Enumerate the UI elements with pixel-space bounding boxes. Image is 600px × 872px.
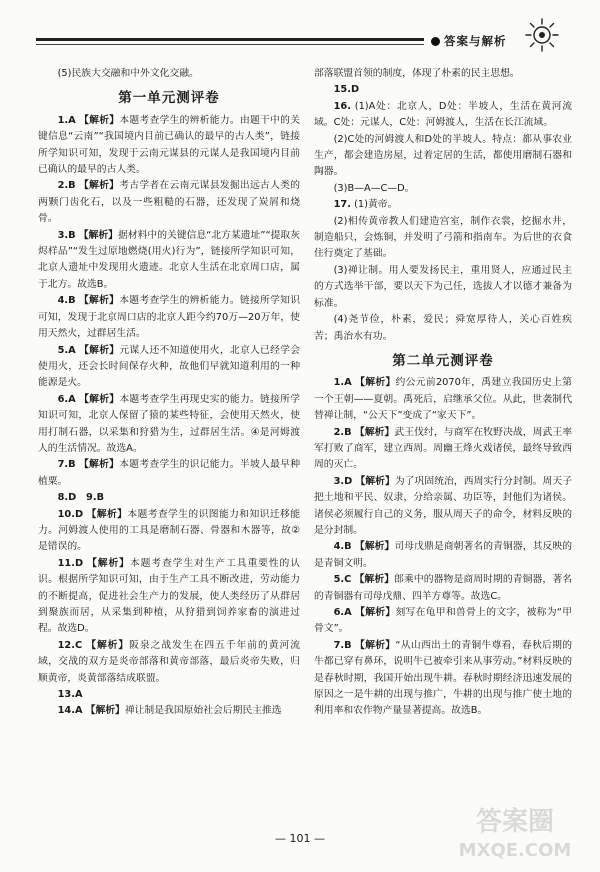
answer-item [314,638,572,720]
answer-item [314,312,572,345]
answer-item [314,197,572,213]
answer-text: 本题考查学生的辨析能力。链接所学知识可知，发现于北京周口店的北京人距今约70万—20万年，使用天然火，过群居生活。 [38,295,300,340]
answer-number: 3.D [333,475,353,487]
section-heading-unit-1: 第一单元测评卷 [118,90,220,107]
answer-number: 10.D [57,508,84,520]
answer-text: (3)B—A—C—D。 [333,182,415,194]
answer-number: 5.A [57,344,76,356]
answer-item [38,113,300,179]
answer-text: 本题考查学生对生产工具重要性的认识。根据所学知识可知，由于生产工具不断改进，劳动能力的不断提高，促进社会生产力的发展，使人类经历了从群居到聚族而居，从采集到种植，从狩猎到饲养家畜的演进过程。故选D。 [38,557,301,635]
answer-text: 郎乘中的器物是商周时期的青铜器，著名的青铜器有司母戊鼎、四羊方尊等。故选C。 [314,574,573,602]
answer-text: 据材料中的关键信息“北方某遗址”“提取灰烬样品”“发生过原地燃烧(用火)行为”，链接所学知识可知，北京人遗址中发现用火遗迹。北京人生活在北京周口店，属于北方。故选B。 [38,229,301,290]
answer-text: 为了巩固统治，西周实行分封制。周天子把土地和平民、奴隶，分给亲属、功臣等，封他们为诸侯。诸侯必须履行自己的义务，服从周天子的命令，材料反映的是分封制。 [314,475,573,536]
answer-item [314,132,572,181]
answer-item [314,263,572,312]
analysis-tag: 【解析】 [354,541,395,553]
analysis-tag: 【解析】 [354,574,395,586]
analysis-tag: 【解析】 [87,557,130,569]
answer-item [314,425,572,474]
analysis-tag: 【解析】 [78,229,118,241]
answer-text: 阪泉之战发生在四五千年前的黄河流域，交战的双方是炎帝部落和黄帝部落，最后炎帝失败，归顺黄帝，炎黄部落结成联盟。 [38,639,301,684]
answer-text: 司母戊鼎是商朝著名的青铜器，其反映的是青铜文明。 [314,541,573,569]
answer-text: (2)C处的河姆渡人和D处的半坡人。特点：都从事农业生产，都会建造房屋，过着定居的生活，都使用磨制石器和陶器。 [314,133,572,178]
answer-number: 12.C [57,639,83,651]
header-title: 答案与解析 [444,34,507,48]
answer-text: 本题考查学生的识图能力和知识迁移能力。河姆渡人使用的工具是磨制石器、骨器和木器等，故②是错误的。 [38,508,301,553]
analysis-tag: 【解析】 [355,377,396,389]
analysis-tag: 【解析】 [79,393,120,405]
analysis-tag: 【解析】 [79,344,120,356]
answer-list-unit-1 [38,113,300,720]
answer-number: 13.A [57,689,83,701]
answer-item [38,392,300,458]
answer-item [38,556,300,638]
answer-text: “从山西出土的青铜牛尊看，春秋后期的牛都已穿有鼻环，说明牛已被牵引来从事劳动。”材料反映的是春秋时期，我国开始出现牛耕。春秋时期经济迅速发展的原因之一是牛耕的出现与推广，牛耕的出现与推广使土地的利用率和农作物产量显著提高。故选B。 [314,639,573,717]
answer-item [314,605,572,638]
svg-text:MXQE.COM: MXQE.COM [458,840,572,861]
answer-number: 8.D 9.B [57,492,105,504]
intro-line: (5)民族大交融和中外文化交融。 [57,68,199,79]
answer-list-unit-1-cont [314,82,572,345]
answer-text: (3)禅让制。用人要发扬民主，重用贤人，应通过民主的方式选举干部，要以天下为己任，选拔人才以德才兼备为标准。 [314,264,572,309]
analysis-tag: 【解析】 [355,475,395,487]
answer-number: 5.C [333,574,352,586]
analysis-tag: 【解析】 [85,705,125,717]
analysis-tag: 【解析】 [78,459,120,471]
answer-item [38,228,300,294]
answer-item [38,703,300,719]
answer-number: 4.B [57,295,76,307]
sun-emblem-icon [524,17,560,53]
answer-list-unit-2 [314,375,572,720]
answer-number: 1.A [333,377,352,389]
page-number: — 101 — [275,832,325,845]
answer-item [38,343,300,392]
answer-number: 17. [333,199,351,211]
answer-text: (2)相传黄帝教人们建造宫室，制作衣裳，挖掘水井，制造船只，会炼铜，并发明了弓箭和指南车。为后世的衣食住行奠定了基础。 [314,215,572,260]
answer-number: 7.B [57,459,76,471]
analysis-tag: 【解析】 [355,607,396,618]
answer-item [38,687,300,703]
answer-text: 武王伐纣，与商军在牧野决战，周武王率军打败了商军，建立西周。周幽王烽火戏诸侯，最终导致西周的灭亡。 [314,426,573,471]
header-rule-thin [36,44,424,45]
svg-text:答案圈: 答案圈 [475,807,555,837]
answer-text: 本题考查学生的辨析能力。由题干中的关键信息“云南”“我国境内目前已确认的最早的古人类”，链接所学知识可知，发现于云南元谋县的元谋人是我国境内目前已确认的最早的古人类。 [38,114,301,176]
analysis-tag: 【解析】 [86,639,130,651]
answer-item [38,178,300,227]
answer-item [314,82,572,98]
header-rule-thick [36,38,424,41]
answer-number: 11.D [57,557,84,569]
answer-text: (4)尧节俭，朴素，爱民；舜宽厚待人，关心百姓疾苦；禹治水有功。 [314,314,572,342]
analysis-tag: 【解析】 [79,114,120,126]
answer-item [314,181,572,197]
answer-item [38,507,300,556]
answer-item [38,490,300,506]
answer-item [38,638,300,687]
answer-text: (1)黄帝。 [354,199,398,211]
analysis-tag: 【解析】 [78,180,120,192]
analysis-tag: 【解析】 [354,426,395,438]
answer-text: 本题考查学生再现史实的能力。链接所学知识可知，北京人保留了猿的某些特征，会使用天然火，使用打制石器，以采集和狩猎为生，过群居生活。④是河姆渡人的生活情况。故选A。 [38,393,301,454]
answer-number: 16. [333,100,351,112]
answer-number: 15.D [333,84,360,96]
watermark-logo [440,800,590,864]
answer-item [314,375,572,424]
analysis-tag: 【解析】 [86,508,128,520]
answer-number: 6.A [333,607,352,618]
answer-item [314,539,572,572]
bullet-dot-icon [431,37,440,46]
answer-text: 约公元前2070年，禹建立我国历史上第一个王朝——夏朝。禹死后，启继承父位。从此，世袭制代替禅让制，“公天下”变成了“家天下”。 [314,377,572,422]
answer-item [314,474,572,540]
left-column [38,66,300,720]
answer-text: 刻写在龟甲和兽骨上的文字，被称为“甲骨文”。 [314,607,572,635]
answer-text: 考古学者在云南元谋县发掘出远古人类的两颗门齿化石，以及一些粗糙的石器，还发现了炭屑和烧骨。 [38,180,300,225]
answer-item [38,293,300,342]
analysis-tag: 【解析】 [355,639,396,651]
answer-number: 3.B [57,229,76,241]
answer-number: 14.A [57,705,83,717]
section-heading-unit-2: 第二单元测评卷 [392,352,494,369]
right-column [314,66,572,720]
answer-text: 本题考查学生的识记能力。半坡人最早种植粟。 [38,459,300,487]
answer-text: (1)A处：北京人，D处：半坡人，生活在黄河流域。C处：元谋人，C处：河姆渡人，生活在长江流域。 [314,100,572,129]
answer-number: 1.A [57,114,76,126]
answer-number: 2.B [333,426,352,438]
answer-item [314,572,572,605]
answer-item [38,457,300,490]
answer-text: 元谋人还不知道使用火，北京人已经学会使用火，还会长时间保存火种，故他们早就知道利用的一种能源是火。 [38,344,301,389]
answer-item [314,99,572,132]
continuation-line: 部落联盟首领的制度，体现了朴素的民主思想。 [314,68,520,79]
analysis-tag: 【解析】 [78,295,120,307]
answer-number: 4.B [333,541,352,553]
answer-number: 2.B [57,180,76,192]
answer-item [314,214,572,263]
answer-number: 7.B [333,639,352,651]
answer-text: 禅让制是我国原始社会后期民主推选 [124,705,282,717]
answer-number: 6.A [57,393,76,405]
